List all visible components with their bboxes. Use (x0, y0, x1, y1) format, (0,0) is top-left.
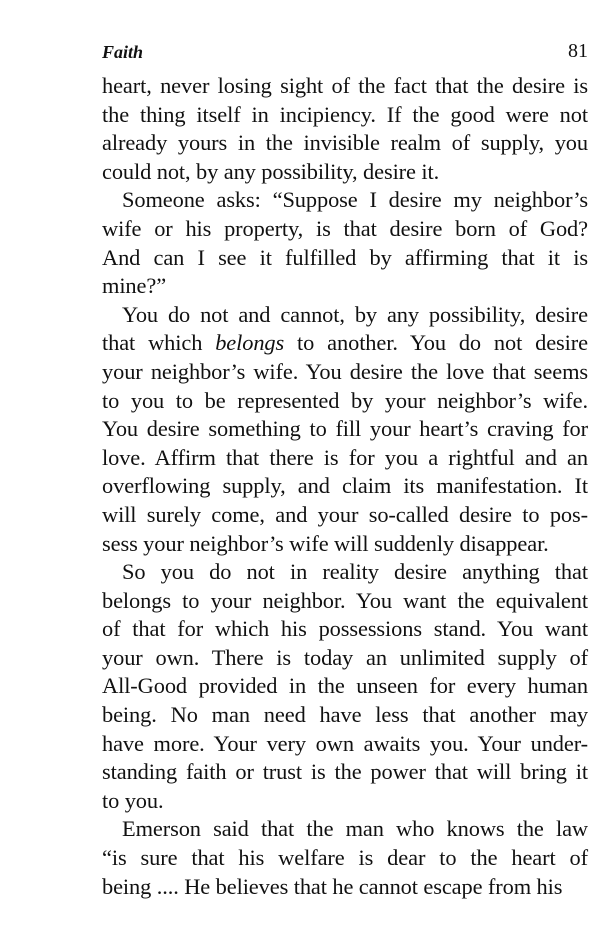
text-line: the thing itself in incipiency. If the good were not (102, 101, 588, 127)
body-text (102, 72, 588, 901)
text-line: of that for which his possessions stand. You want (102, 616, 588, 642)
text-line: wife or his property, is that desire born of God? (102, 215, 588, 241)
text-line: heart, never losing sight of the fact that the desire is (102, 73, 588, 98)
text-line: All-Good provided in the unseen for every human (102, 673, 588, 699)
text-line: belongs to your neighbor. You want the equivalent (102, 587, 588, 613)
text-line: already yours in the invisible realm of supply, you (102, 130, 588, 156)
text-line: Someone asks: “Suppose I desire my neighbor’s (122, 187, 588, 213)
text-line: to you to be represented by your neighbor’s wife. (102, 387, 588, 413)
paragraph (102, 186, 588, 300)
running-title: Faith (102, 42, 144, 62)
text-line: “is sure that his welfare is dear to the heart of (102, 845, 588, 871)
paragraph (102, 558, 588, 815)
text-line: to you. (102, 787, 164, 813)
text-line: Emerson said that the man who knows the law (122, 816, 588, 842)
text-line: love. Affirm that there is for you a rightful and an (102, 444, 588, 470)
text-line: being. No man need have less that another may (102, 702, 588, 728)
paragraph (102, 72, 588, 186)
text-line: mine?” (102, 273, 167, 299)
running-head (102, 38, 588, 72)
text-line: You do not and cannot, by any possibility, desire (122, 301, 588, 327)
paragraph (102, 301, 588, 558)
text-line: have more. Your very own awaits you. Your under- (102, 730, 588, 756)
text-line: your neighbor’s wife. You desire the love that seems (102, 358, 588, 384)
text-line: that which belongs to another. You do not desire (102, 330, 588, 356)
book-page (102, 38, 588, 901)
text-line: will surely come, and your so-called desire to pos- (102, 501, 588, 527)
text-line: being .... He believes that he cannot escape from his (102, 873, 563, 899)
text-line: standing faith or trust is the power that will bring it (102, 759, 588, 785)
paragraph (102, 815, 588, 901)
text-line: You desire something to fill your heart’s craving for (102, 416, 588, 442)
page-number: 81 (568, 40, 588, 62)
text-line: So you do not in reality desire anything that (122, 559, 588, 585)
text-line: your own. There is today an unlimited supply of (102, 644, 588, 670)
text-line: And can I see it fulfilled by affirming that it is (102, 244, 588, 270)
text-line: overflowing supply, and claim its manifestation. It (102, 473, 588, 499)
text-line: could not, by any possibility, desire it. (102, 158, 440, 184)
text-line: sess your neighbor’s wife will suddenly disappear. (102, 530, 549, 556)
